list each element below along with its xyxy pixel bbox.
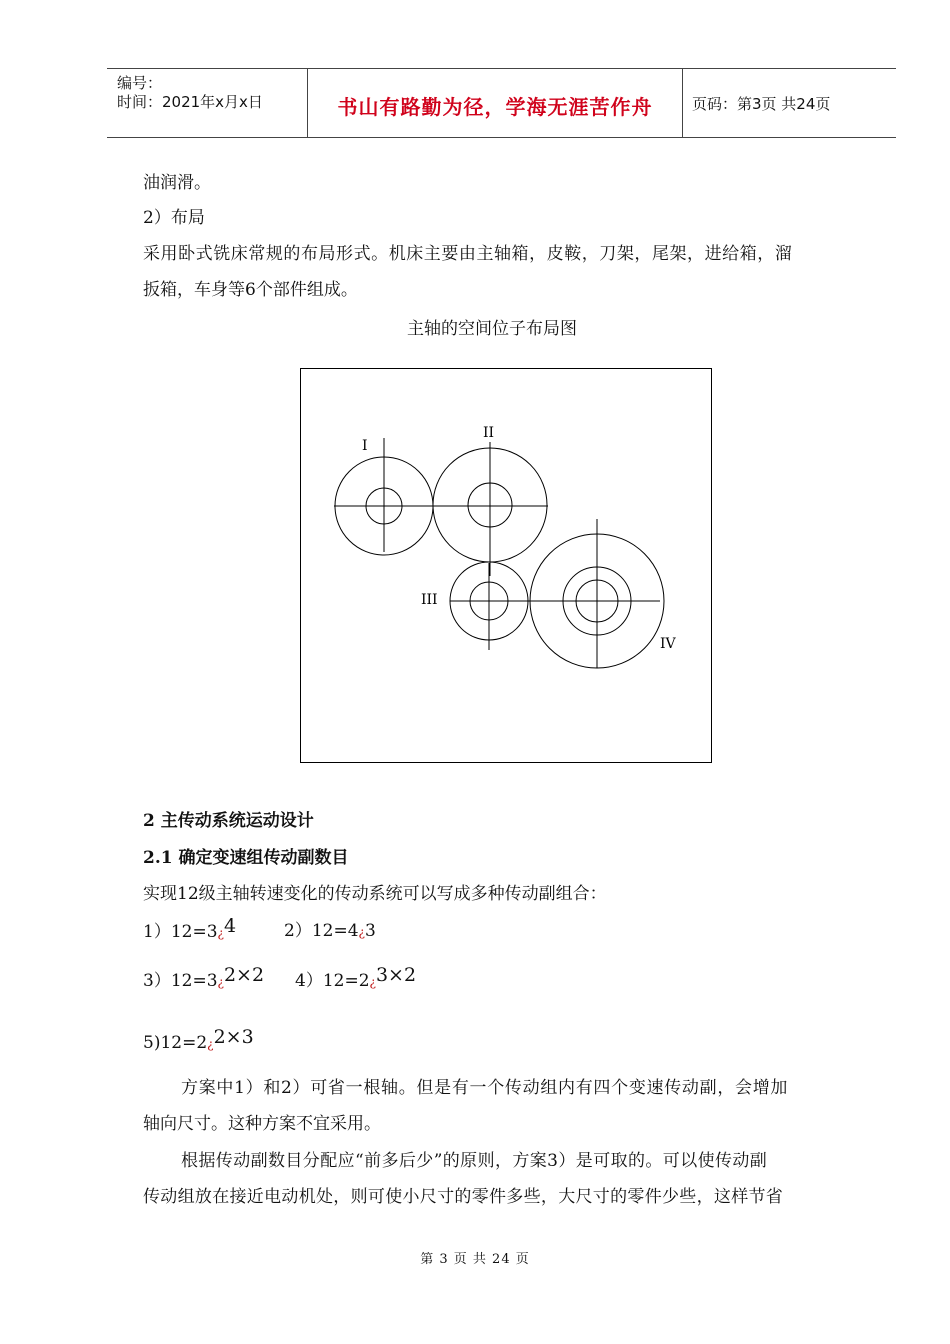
para-a-line-2: 轴向尺寸。这种方案不宜采用。 <box>143 1114 381 1134</box>
option-3 <box>143 964 265 993</box>
page-header <box>107 68 896 138</box>
option-2-mark: ¿ <box>358 925 365 939</box>
option-4-suffix: 3×2 <box>375 964 417 986</box>
option-5 <box>143 1026 254 1055</box>
option-3-suffix: 2×2 <box>223 964 265 986</box>
option-4-prefix: 4）12=2 <box>295 971 370 991</box>
option-1-mark: ¿ <box>217 926 224 940</box>
page-info: 页码：第3页 共24页 <box>692 95 831 113</box>
option-5-mark: ¿ <box>207 1037 214 1051</box>
figure-caption: 主轴的空间位子布局图 <box>407 319 577 339</box>
label-shaft-4: IV <box>660 636 676 652</box>
option-3-prefix: 3）12=3 <box>143 971 218 991</box>
para-layout-2: 扳箱，车身等6个部件组成。 <box>143 280 358 300</box>
para-intro: 实现12级主轴转速变化的传动系统可以写成多种传动副组合： <box>143 884 607 904</box>
serial-label: 编号： <box>117 74 163 92</box>
time-label: 时间：2021年x月x日 <box>117 93 263 111</box>
gear-shaft-4 <box>530 519 664 668</box>
option-3-mark: ¿ <box>217 975 224 989</box>
label-shaft-2: II <box>483 425 495 441</box>
label-shaft-3: III <box>421 592 438 608</box>
option-2-suffix: 3 <box>364 921 376 941</box>
item-layout: 2）布局 <box>143 208 205 228</box>
section-2-heading: 2 主传动系统运动设计 <box>143 811 314 831</box>
option-4-mark: ¿ <box>369 975 376 989</box>
option-1 <box>143 915 237 944</box>
para-layout-1: 采用卧式铣床常规的布局形式。机床主要由主轴箱，皮鞍，刀架，尾架，进给箱，溜 <box>143 244 793 264</box>
para-a-line-1: 方案中1）和2）可省一根轴。但是有一个传动组内有四个变速传动副，会增加 <box>181 1078 789 1098</box>
page-footer: 第 3 页 共 24 页 <box>420 1252 530 1267</box>
option-4 <box>295 964 417 993</box>
option-1-prefix: 1）12=3 <box>143 922 218 942</box>
option-5-prefix: 5)12=2 <box>143 1033 208 1053</box>
gear-shaft-1 <box>335 438 433 555</box>
line-oil: 油润滑。 <box>143 173 211 193</box>
header-motto-cell <box>307 69 683 137</box>
para-b-line-1: 根据传动副数目分配应“前多后少”的原则，方案3）是可取的。可以使传动副 <box>181 1151 768 1171</box>
option-1-suffix: 4 <box>223 915 237 937</box>
option-5-suffix: 2×3 <box>213 1026 254 1048</box>
header-meta-cell <box>107 69 307 137</box>
section-2-1-heading: 2.1 确定变速组传动副数目 <box>143 848 349 868</box>
header-page-cell <box>682 69 896 137</box>
label-shaft-1: I <box>362 438 368 454</box>
spindle-layout-figure <box>300 368 712 763</box>
para-b-line-2: 传动组放在接近电动机处，则可使小尺寸的零件多些，大尺寸的零件少些，这样节省 <box>143 1187 784 1207</box>
option-2 <box>284 920 376 943</box>
motto-text: 书山有路勤为径，学海无涯苦作舟 <box>337 95 653 119</box>
option-2-prefix: 2）12=4 <box>284 921 359 941</box>
gear-shaft-3 <box>450 562 528 650</box>
gear-shaft-2 <box>433 442 547 576</box>
